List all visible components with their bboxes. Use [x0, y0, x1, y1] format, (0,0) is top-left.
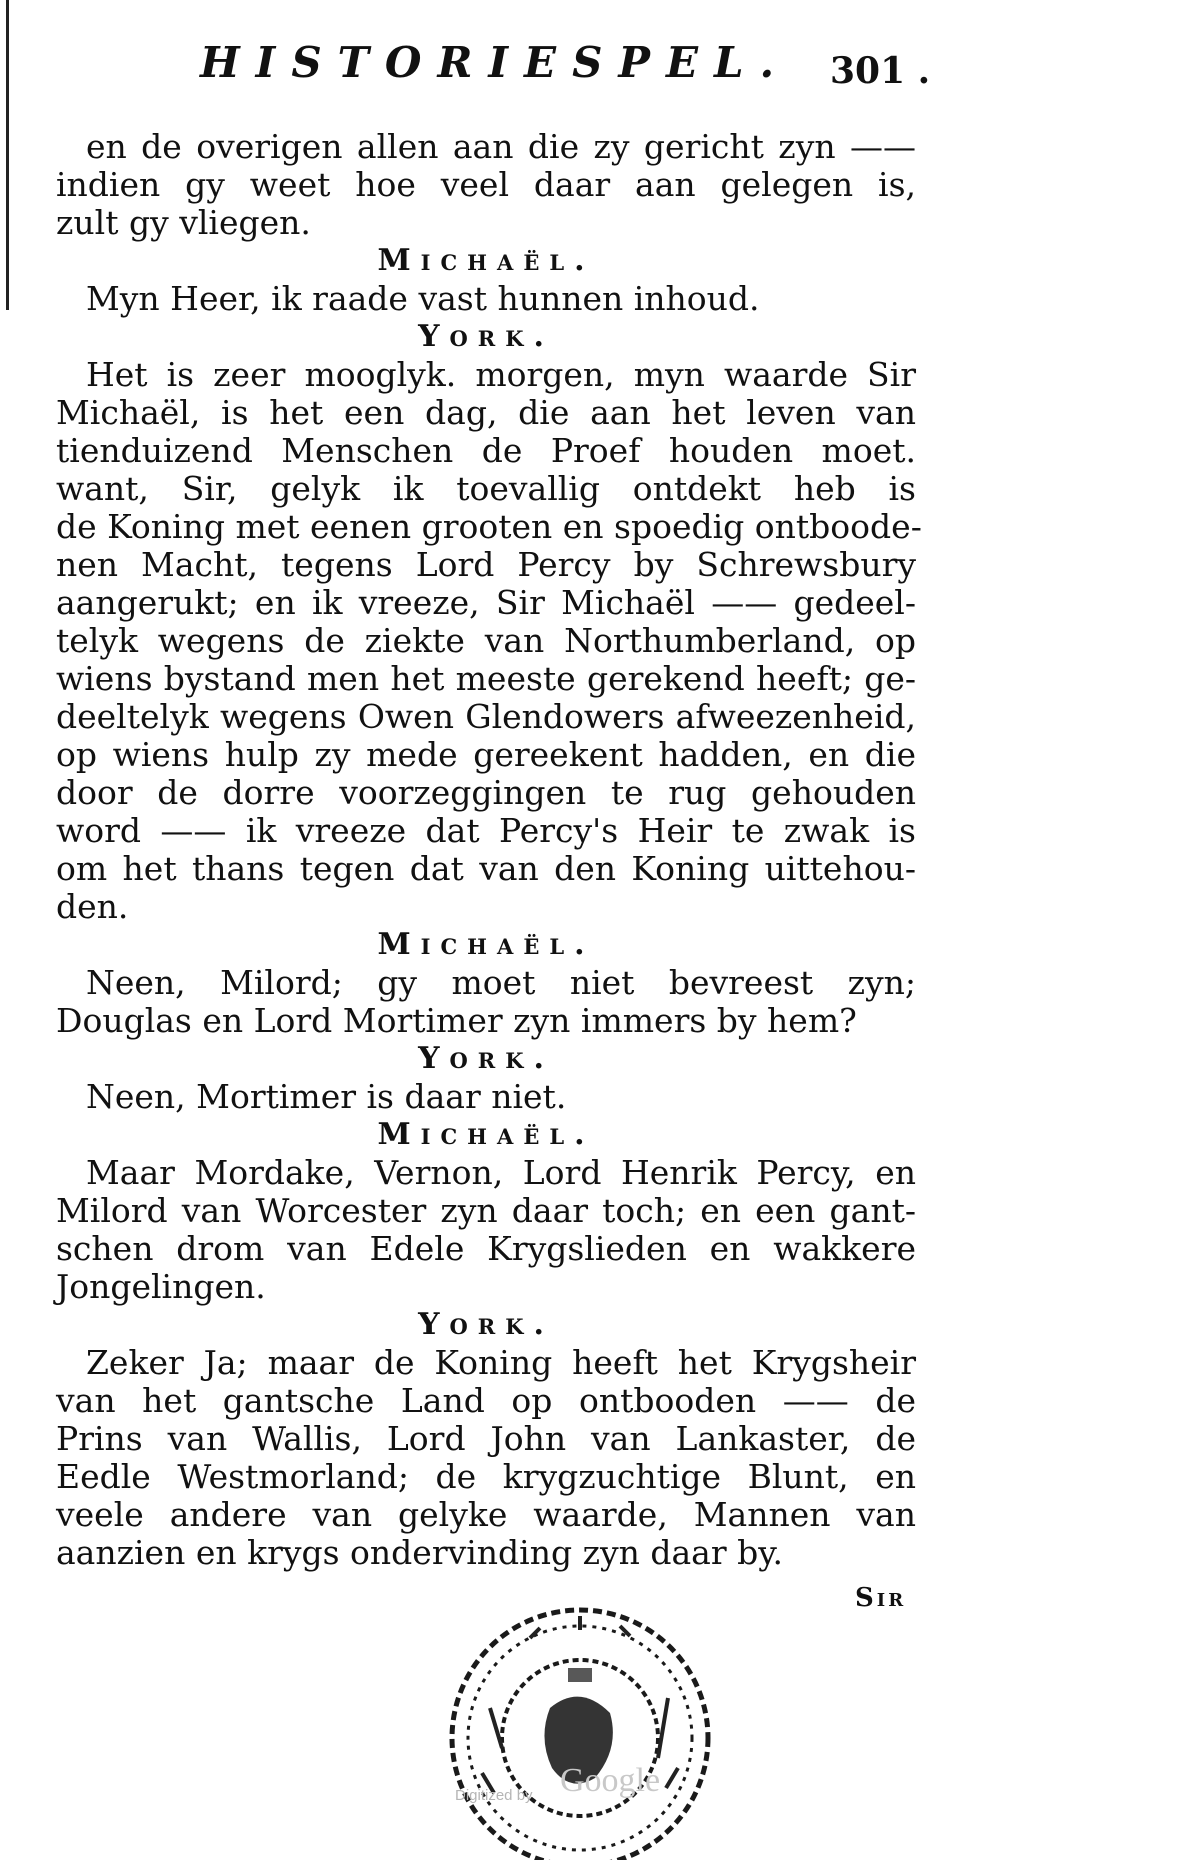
text-line: zult gy vliegen.	[56, 203, 311, 242]
text-line: indien gy weet hoe veel daar aan gelegen is,	[56, 165, 916, 204]
speech-paragraph	[56, 128, 916, 242]
page-number: 301 .	[830, 50, 931, 92]
text-line: Jongelingen.	[56, 1267, 266, 1306]
digitized-by-label: Digitized by	[455, 1787, 533, 1804]
speech-paragraph	[56, 1344, 916, 1572]
speaker-heading: York.	[418, 319, 554, 354]
speaker-heading: York.	[418, 1041, 554, 1076]
text-line: door de dorre voorzeggingen te rug gehouden	[56, 773, 916, 812]
text-line: om het thans tegen dat van den Koning uittehou-	[56, 849, 916, 888]
text-line: en de overigen allen aan die zy gericht zyn ——	[86, 127, 916, 166]
text-line: telyk wegens de ziekte van Northumberland, op	[56, 621, 916, 660]
text-line: Het is zeer mooglyk. morgen, myn waarde Sir	[86, 355, 916, 394]
speech-paragraph	[56, 1154, 916, 1306]
text-line: tienduizend Menschen de Proef houden moet.	[56, 431, 916, 470]
text-line: Milord van Worcester zyn daar toch; en een gant-	[56, 1191, 916, 1230]
text-line: Myn Heer, ik raade vast hunnen inhoud.	[86, 279, 760, 318]
text-line: Douglas en Lord Mortimer zyn immers by hem?	[56, 1001, 857, 1040]
speech-paragraph	[56, 964, 916, 1040]
text-line: op wiens hulp zy mede gereekent hadden, en die	[56, 735, 916, 774]
catchword: Sir	[855, 1583, 907, 1613]
google-watermark: Google	[560, 1762, 661, 1799]
speaker-heading: York.	[418, 1307, 554, 1342]
text-line: nen Macht, tegens Lord Percy by Schrewsbury	[56, 545, 916, 584]
page-header	[0, 38, 1182, 98]
text-line: want, Sir, gelyk ik toevallig ontdekt heb is	[56, 469, 916, 508]
text-line: deeltelyk wegens Owen Glendowers afweezenheid,	[56, 697, 916, 736]
speaker-heading: Michaël.	[377, 243, 595, 278]
text-line: Maar Mordake, Vernon, Lord Henrik Percy, en	[86, 1153, 916, 1192]
text-line: Neen, Milord; gy moet niet bevreest zyn;	[86, 963, 916, 1002]
speech-paragraph	[56, 1078, 916, 1116]
text-line: aangerukt; en ik vreeze, Sir Michaël —— gedeel-	[56, 583, 916, 622]
speech-paragraph	[56, 280, 916, 318]
text-line: Eedle Westmorland; de krygzuchtige Blunt, en	[56, 1457, 916, 1496]
speaker-heading: Michaël.	[377, 927, 595, 962]
text-line: den.	[56, 887, 129, 926]
text-line: aanzien en krygs ondervinding zyn daar by.	[56, 1533, 783, 1572]
text-line: Neen, Mortimer is daar niet.	[86, 1077, 567, 1116]
text-line: word —— ik vreeze dat Percy's Heir te zwak is	[56, 811, 916, 850]
running-title: HISTORIESPEL.	[200, 38, 791, 87]
library-stamp	[430, 1588, 730, 1860]
text-line: schen drom van Edele Krygslieden en wakkere	[56, 1229, 916, 1268]
dialogue-text	[56, 127, 922, 1572]
text-line: veele andere van gelyke waarde, Mannen van	[56, 1495, 916, 1534]
text-line: Michaël, is het een dag, die aan het leven van	[56, 393, 916, 432]
text-line: de Koning met eenen grooten en spoedig ontboode-	[56, 507, 922, 546]
text-line: Prins van Wallis, Lord John van Lankaster, de	[56, 1419, 916, 1458]
text-line: van het gantsche Land op ontbooden —— de	[56, 1381, 916, 1420]
text-line: wiens bystand men het meeste gerekend heeft; ge-	[56, 659, 916, 698]
speaker-heading: Michaël.	[377, 1117, 595, 1152]
text-line: Zeker Ja; maar de Koning heeft het Krygsheir	[86, 1343, 916, 1382]
speech-paragraph	[56, 355, 922, 926]
